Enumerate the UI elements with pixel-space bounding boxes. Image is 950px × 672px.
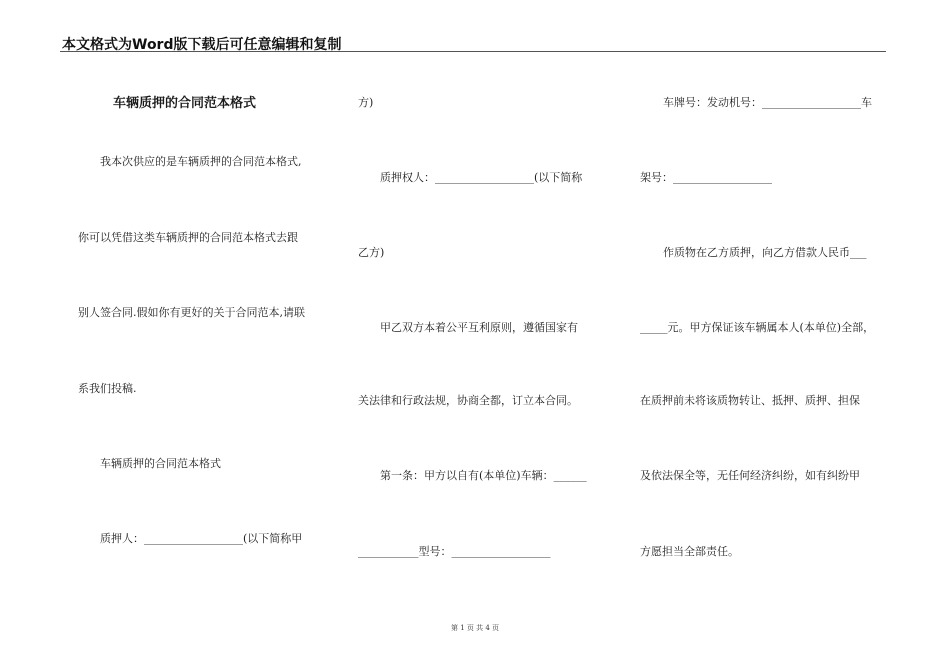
- col2-line-4: 甲乙双方本着公平互利原则，遵循国家有: [380, 321, 578, 334]
- col3-line-1: 车牌号：发动机号：__________________车: [663, 96, 872, 109]
- col2-line-2: 质押权人：__________________(以下简称: [380, 171, 583, 184]
- col2-line-6: 第一条：甲方以自有(本单位)车辆：______: [380, 469, 587, 482]
- col2-line-1: 方): [358, 96, 374, 109]
- col3-line-7: 方愿担当全部责任。: [640, 545, 739, 558]
- col1-line-3: 别人签合同.假如你有更好的关于合同范本,请联: [78, 306, 305, 319]
- col3-line-6: 及依法保全等，无任何经济纠纷，如有纠纷甲: [640, 469, 860, 482]
- document-title: 车辆质押的合同范本格式: [113, 96, 257, 111]
- col1-line-2: 你可以凭借这类车辆质押的合同范本格式去跟: [78, 231, 298, 244]
- col1-line-4: 系我们投稿.: [78, 382, 137, 395]
- col3-line-4: _____元。甲方保证该车辆属本人(本单位)全部，: [640, 321, 875, 334]
- page-number-footer: 第 1 页 共 4 页: [450, 624, 500, 632]
- col3-line-3: 作质物在乙方质押，向乙方借款人民币___: [663, 246, 867, 259]
- header-rule: [60, 51, 886, 52]
- col1-line-1: 我本次供应的是车辆质押的合同范本格式,: [100, 155, 302, 168]
- document-header: 本文格式为Word版下载后可任意编辑和复制: [62, 37, 342, 53]
- col3-line-5: 在质押前未将该质物转让、抵押、质押、担保: [640, 394, 860, 407]
- col1-line-6: 质押人：__________________(以下简称甲: [100, 532, 303, 545]
- col2-line-5: 关法律和行政法规，协商全都，订立本合同。: [358, 394, 578, 407]
- col3-line-2: 架号：__________________: [640, 171, 772, 184]
- col2-line-7: ___________型号：__________________: [358, 545, 551, 558]
- col1-line-5: 车辆质押的合同范本格式: [100, 457, 221, 470]
- col2-line-3: 乙方): [358, 246, 385, 259]
